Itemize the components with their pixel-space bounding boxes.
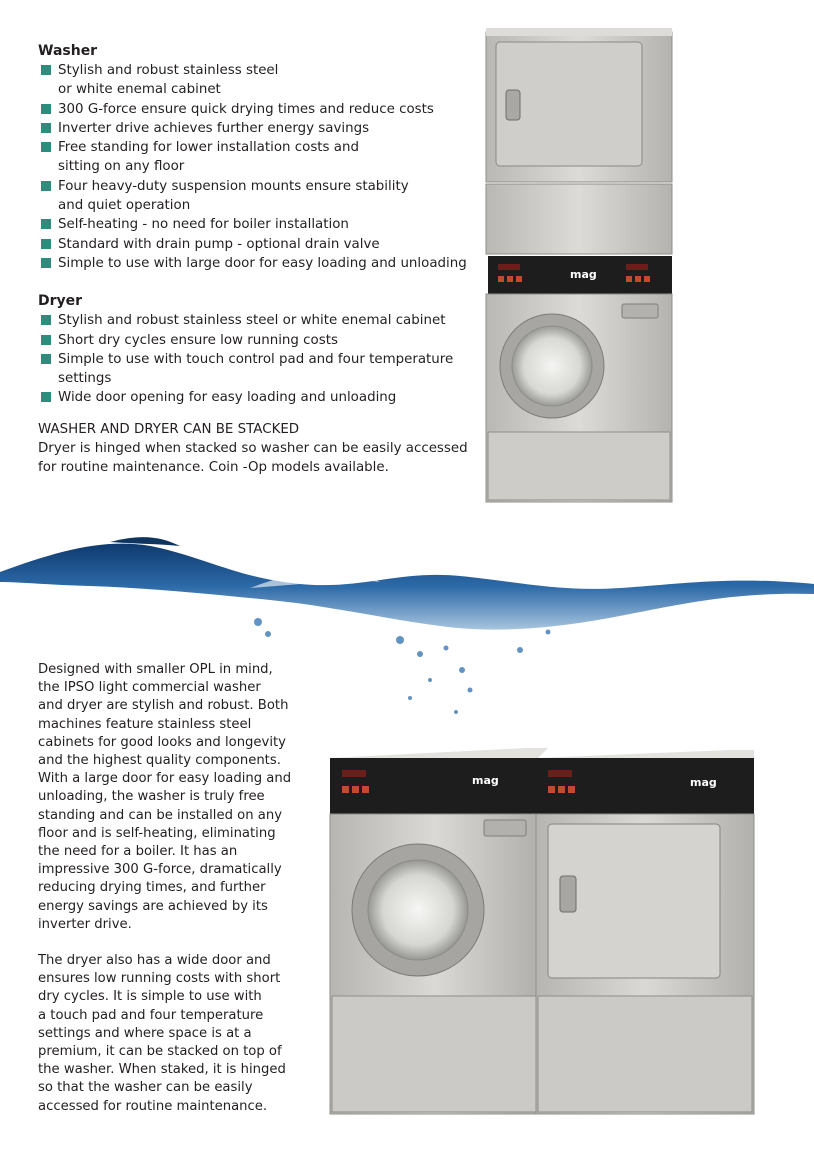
- washer-feature-text: Standard with drain pump - optional drain valve: [58, 236, 380, 252]
- washer-feature-text: Stylish and robust stainless steel: [58, 63, 279, 78]
- washer-feature-text: Simple to use with large door for easy loading and unloading: [58, 255, 467, 271]
- text-line: standing and can be installed on any: [38, 807, 283, 823]
- text-line: ensures low running costs with short: [38, 971, 281, 987]
- washer-heading: Washer: [38, 43, 98, 59]
- bullet-square-icon: [41, 335, 51, 345]
- dryer-feature-text: Simple to use with touch control pad and four temperature: [58, 351, 454, 367]
- dryer-feature-list: [38, 311, 478, 407]
- text-line: the IPSO light commercial washer: [38, 680, 261, 696]
- bullet-square-icon: [41, 181, 51, 191]
- dryer-feature-text: Short dry cycles ensure low running costs: [58, 332, 338, 348]
- bullet-square-icon: [41, 239, 51, 249]
- dryer-feature-text: Stylish and robust stainless steel or white enemal cabinet: [58, 313, 446, 329]
- washer-feature-item: [38, 254, 478, 273]
- brand-logo-top: mag: [570, 268, 597, 281]
- washer-feature-text: or white enemal cabinet: [58, 82, 221, 98]
- text-line: and dryer are stylish and robust. Both: [38, 698, 289, 714]
- dryer-feature-text: settings: [58, 371, 112, 387]
- text-line: inverter drive.: [38, 916, 132, 932]
- washer-feature-item: [38, 138, 478, 177]
- washer-feature-item: [38, 61, 478, 100]
- side-by-side-washer-dryer-image: [326, 744, 760, 1116]
- dryer-feature-item: [38, 311, 478, 330]
- text-line: for routine maintenance. Coin -Op models available.: [38, 460, 389, 476]
- text-line: energy savings are achieved by its: [38, 898, 268, 914]
- washer-feature-text: Inverter drive achieves further energy savings: [58, 120, 370, 136]
- bullet-square-icon: [41, 104, 51, 114]
- text-line: settings and where space is at a: [38, 1025, 252, 1041]
- stacking-title: WASHER AND DRYER CAN BE STACKED: [38, 421, 300, 437]
- bullet-square-icon: [41, 219, 51, 229]
- washer-feature-item: [38, 100, 478, 119]
- product-description: [38, 661, 296, 1116]
- bullet-square-icon: [41, 258, 51, 268]
- text-line: Designed with smaller OPL in mind,: [38, 662, 273, 677]
- brand-logo-dryer: mag: [690, 776, 717, 789]
- washer-feature-item: [38, 235, 478, 254]
- dryer-feature-text: Wide door opening for easy loading and unloading: [58, 390, 397, 406]
- text-line: reducing drying times, and further: [38, 880, 266, 896]
- text-line: a touch pad and four temperature: [38, 1007, 264, 1023]
- text-line: accessed for routine maintenance.: [38, 1098, 268, 1114]
- washer-feature-text: 300 G-force ensure quick drying times and reduce costs: [58, 101, 434, 117]
- washer-feature-text: Self-heating - no need for boiler installation: [58, 217, 349, 233]
- washer-feature-text: and quiet operation: [58, 198, 191, 214]
- text-line: and the highest quality components.: [38, 753, 281, 769]
- feature-lists: [38, 42, 478, 478]
- text-line: the need for a boiler. It has an: [38, 844, 238, 860]
- bullet-square-icon: [41, 142, 51, 152]
- brand-logo-washer: mag: [472, 774, 499, 787]
- text-line: unloading, the washer is truly free: [38, 789, 265, 805]
- text-line: machines feature stainless steel: [38, 716, 252, 732]
- stacked-washer-dryer-image: [484, 28, 676, 512]
- bullet-square-icon: [41, 392, 51, 402]
- description-paragraph-2: [38, 952, 296, 1116]
- dryer-heading: Dryer: [38, 293, 83, 310]
- text-line: impressive 300 G-force, dramatically: [38, 862, 282, 878]
- text-line: cabinets for good looks and longevity: [38, 734, 286, 750]
- dryer-feature-item: [38, 350, 478, 389]
- stacking-body: [38, 439, 478, 478]
- text-line: so that the washer can be easily: [38, 1080, 253, 1096]
- washer-feature-list: [38, 61, 478, 273]
- bullet-square-icon: [41, 354, 51, 364]
- dryer-feature-item: [38, 388, 478, 407]
- description-paragraph-1: [38, 661, 296, 934]
- text-line: dry cycles. It is simple to use with: [38, 989, 262, 1005]
- bullet-square-icon: [41, 123, 51, 133]
- text-line: With a large door for easy loading and: [38, 771, 292, 787]
- washer-feature-item: [38, 215, 478, 234]
- bullet-square-icon: [41, 65, 51, 75]
- washer-feature-text: Free standing for lower installation costs and: [58, 140, 359, 156]
- washer-feature-item: [38, 177, 478, 216]
- text-line: the washer. When staked, it is hinged: [38, 1062, 286, 1078]
- washer-feature-item: [38, 119, 478, 138]
- washer-feature-text: sitting on any floor: [58, 159, 185, 175]
- dryer-feature-item: [38, 331, 478, 350]
- bullet-square-icon: [41, 315, 51, 325]
- text-line: Dryer is hinged when stacked so washer can be easily accessed: [38, 441, 468, 457]
- text-line: The dryer also has a wide door and: [38, 953, 271, 969]
- text-line: floor and is self-heating, eliminating: [38, 825, 276, 841]
- washer-feature-text: Four heavy-duty suspension mounts ensure stability: [58, 178, 409, 194]
- text-line: premium, it can be stacked on top of: [38, 1044, 282, 1060]
